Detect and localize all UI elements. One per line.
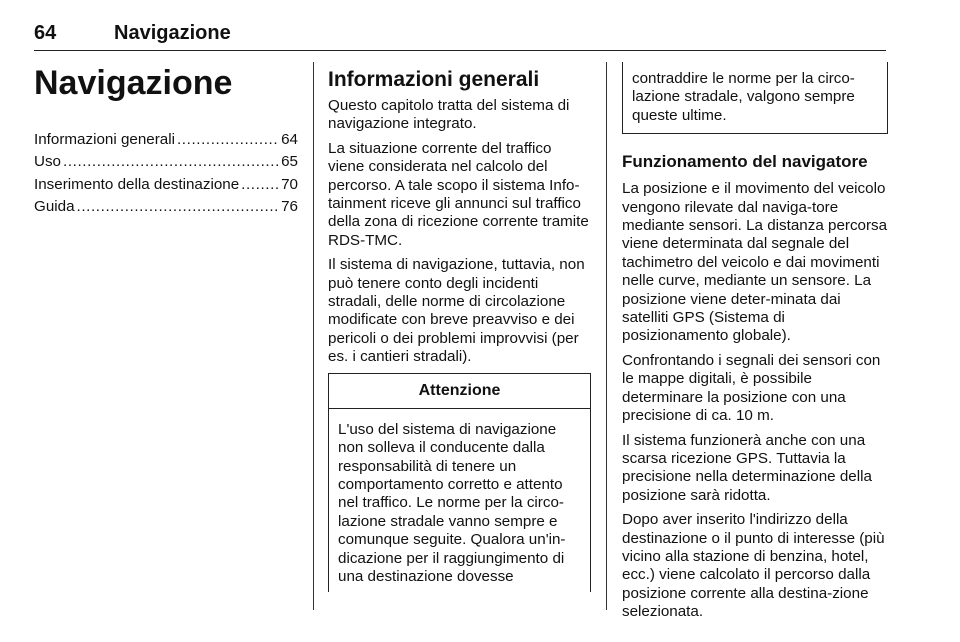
warning-box xyxy=(328,373,591,593)
toc-entry[interactable] xyxy=(34,176,298,194)
body-paragraph: Il sistema funzionerà anche con una scarsa ricezione GPS. Tuttavia la precisione nella determinazione della posizione sarà ridotta. xyxy=(622,431,872,504)
toc-entry-page: 65 xyxy=(281,153,298,171)
toc-leader-dots xyxy=(63,153,279,171)
column-navigator xyxy=(622,62,888,628)
body-paragraph: Confrontando i segnali dei sensori con le mappe digitali, è possibile determinare la posizione con una precisione di ca. 10 m. xyxy=(622,351,881,425)
body-paragraph: Questo capitolo tratta del sistema di navigazione integrato. xyxy=(328,97,570,133)
body-paragraph: La posizione e il movimento del veicolo vengono rilevate dal naviga-tore mediante sensori. La distanza percorsa viene determinata dal segnale del tachimetro del veicolo e dai movimenti nelle curve, mediante un sensore. La posizione viene deter-minata dai satelliti GPS (Sistema di posizionamento globale). xyxy=(622,180,888,345)
body-paragraph: Dopo aver inserito l'indirizzo della destinazione o il punto di interesse (più vicino alla stazione di benzina, hotel, ecc.) viene calcolato il percorso dalla posizione corrente alla destina-zione selezionata. xyxy=(622,511,885,621)
toc-entry-label: Informazioni generali xyxy=(34,131,175,148)
toc-entry-label: Uso xyxy=(34,153,62,171)
toc-entry[interactable] xyxy=(34,198,298,216)
table-of-contents xyxy=(34,131,298,217)
column-divider xyxy=(606,62,607,610)
page-header xyxy=(34,22,886,51)
subsection-heading: Funzionamento del navigatore xyxy=(622,152,868,172)
toc-entry[interactable] xyxy=(34,131,298,149)
running-section-title: Navigazione xyxy=(114,22,231,44)
warning-title: Attenzione xyxy=(329,374,590,409)
warning-box-continued: contraddire le norme per la circo-lazione stradale, valgono sempre queste ultime. xyxy=(622,62,888,134)
body-paragraph: La situazione corrente del traffico viene considerata nel calcolo del percorso. A tale scopo il sistema Info-tainment riceve gli annunci sul traffico della zona di ricezione corrente tramite RDS-TMC. xyxy=(328,139,589,249)
column-general-info xyxy=(328,56,591,592)
column-toc xyxy=(34,56,298,221)
section-heading: Informazioni generali xyxy=(328,68,540,91)
body-paragraph: Il sistema di navigazione, tuttavia, non può tenere conto degli incidenti stradali, delle norme di circolazione modificate con breve preavviso e dei pericoli o dei problemi improvvisi (per es. i cantieri stradali). xyxy=(328,256,585,366)
toc-leader-dots xyxy=(77,198,280,216)
page-number: 64 xyxy=(34,22,57,44)
toc-entry-page: 70 xyxy=(281,175,298,193)
column-divider xyxy=(313,62,314,610)
toc-entry-page: 64 xyxy=(281,131,298,148)
toc-entry-label: Guida xyxy=(34,198,75,216)
chapter-title: Navigazione xyxy=(34,64,233,102)
toc-entry-page: 76 xyxy=(281,198,298,216)
toc-entry-label: Inserimento della destinazione xyxy=(34,175,240,193)
toc-leader-dots xyxy=(177,131,279,149)
warning-text: L'uso del sistema di navigazione non solleva il conducente dalla responsabilità di tenere un comportamento corretto e attento nel traffico. Le norme per la circo-lazione stradale vanno sempre e comunque seguite. Qualora un'in-dicazione per il raggiungimento di una destinazione dovesse xyxy=(338,420,566,585)
toc-entry[interactable] xyxy=(34,153,298,171)
toc-leader-dots xyxy=(241,176,279,194)
